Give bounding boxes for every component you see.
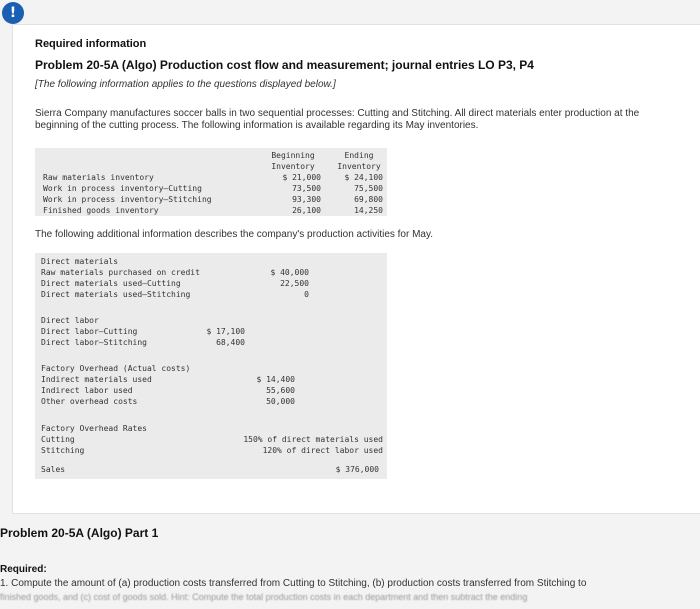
activity-row-value: 120% of direct labor used xyxy=(262,446,383,455)
inventory-row-beginning: 73,500 xyxy=(292,184,321,193)
activity-row-value: 50,000 xyxy=(266,397,295,406)
col-header-ending: Ending xyxy=(344,151,374,160)
activities-table xyxy=(35,253,387,479)
instruction-note: [The following information applies to the questions displayed below.] xyxy=(35,79,336,90)
sales-label: Sales xyxy=(41,465,66,474)
inventory-row-beginning: $ 21,000 xyxy=(282,173,321,182)
inventory-row-ending: 75,500 xyxy=(354,184,383,193)
inventory-row-beginning: 26,100 xyxy=(292,206,321,215)
activity-row-value: $ 17,100 xyxy=(206,327,245,336)
col-header-ending-2: Inventory xyxy=(337,162,381,171)
inventory-row-label: Finished goods inventory xyxy=(43,206,159,215)
additional-info-paragraph: The following additional information describes the company's production activities for May. xyxy=(35,229,434,240)
activity-row-label: Other overhead costs xyxy=(41,397,138,406)
inventory-row-beginning: 93,300 xyxy=(292,195,321,204)
activity-row-label: Cutting xyxy=(41,435,75,444)
activity-row-value: 150% of direct materials used xyxy=(243,435,383,444)
activity-row-value: $ 40,000 xyxy=(270,268,309,277)
direct-materials-heading: Direct materials xyxy=(41,257,119,266)
inventory-row-label: Raw materials inventory xyxy=(43,173,154,182)
activity-row-label: Indirect labor used xyxy=(41,386,133,395)
required-label: Required: xyxy=(0,564,47,575)
col-header-beginning: Beginning xyxy=(271,151,315,160)
inventory-row-ending: 14,250 xyxy=(354,206,383,215)
inventory-row-label: Work in process inventory—Cutting xyxy=(43,184,202,193)
activity-row-label: Stitching xyxy=(41,446,85,455)
activity-row-value: 0 xyxy=(304,290,309,299)
inventories-table xyxy=(35,148,387,216)
problem-card xyxy=(12,24,700,514)
col-header-beginning-2: Inventory xyxy=(271,162,315,171)
activity-row-label: Indirect materials used xyxy=(41,375,152,384)
alert-icon: ! xyxy=(2,2,24,24)
problem-title: Problem 20-5A (Algo) Production cost flow and measurement; journal entries LO P3, P4 xyxy=(35,58,534,72)
intro-paragraph: Sierra Company manufactures soccer balls in two sequential processes: Cutting and Stitching. All direct materials enter production at the beginning of the cutting process. The following information is available regarding its May inventories. xyxy=(35,108,640,131)
activity-row-value: $ 14,400 xyxy=(256,375,295,384)
activity-row-value: 55,600 xyxy=(266,386,295,395)
required-information-heading: Required information xyxy=(35,38,147,50)
inventory-row-ending: $ 24,100 xyxy=(344,173,383,182)
activity-row-label: Raw materials purchased on credit xyxy=(41,268,200,277)
activity-row-label: Direct materials used—Cutting xyxy=(41,279,181,288)
activity-row-value: 68,400 xyxy=(216,338,245,347)
overhead-rates-heading: Factory Overhead Rates xyxy=(41,424,147,433)
activity-row-value: 22,500 xyxy=(280,279,309,288)
required-text: 1. Compute the amount of (a) production costs transferred from Cutting to Stitching, (b) production costs transferred from Stitching to xyxy=(0,578,587,589)
activity-row-label: Direct labor—Stitching xyxy=(41,338,147,347)
activity-row-label: Direct materials used—Stitching xyxy=(41,290,191,299)
inventory-row-ending: 69,800 xyxy=(354,195,383,204)
faded-continuation-text: finished goods, and (c) cost of goods sold. Hint: Compute the total production costs in each department and then subtract the ending xyxy=(0,592,528,602)
part-title: Problem 20-5A (Algo) Part 1 xyxy=(0,526,159,540)
direct-labor-heading: Direct labor xyxy=(41,316,99,325)
activity-row-label: Direct labor—Cutting xyxy=(41,327,138,336)
sales-value: $ 376,000 xyxy=(335,465,379,474)
factory-overhead-heading: Factory Overhead (Actual costs) xyxy=(41,364,191,373)
inventory-row-label: Work in process inventory—Stitching xyxy=(43,195,212,204)
